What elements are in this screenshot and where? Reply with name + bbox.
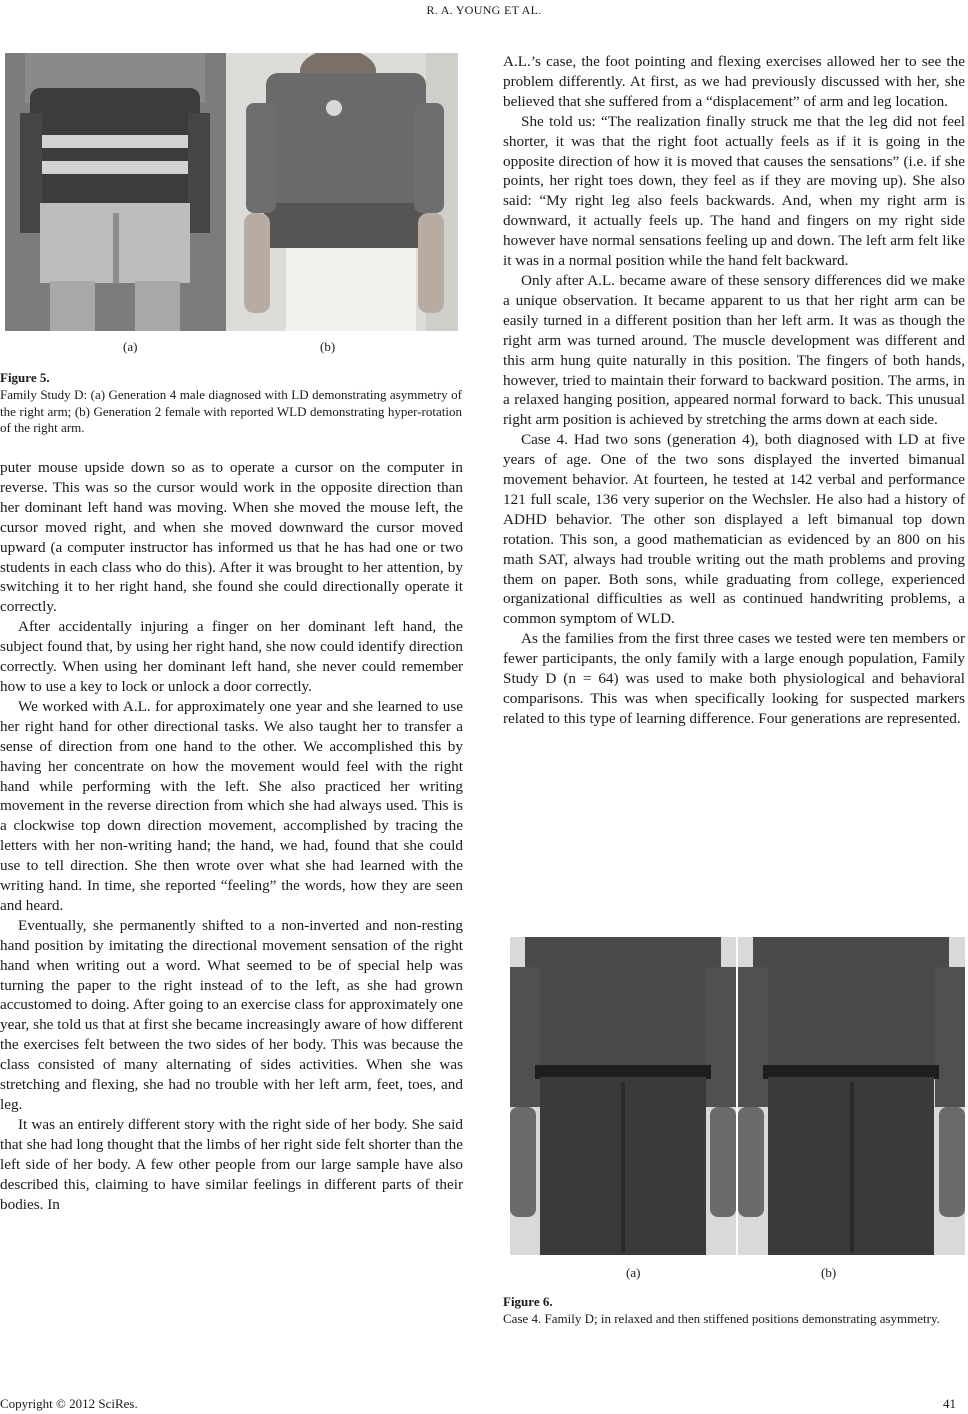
figure6-photo-a xyxy=(510,937,736,1255)
paragraph: puter mouse upside down so as to operate a cursor on the computer in reverse. This was so the cursor would work in the opposite direction than her dominant left hand was moving. When she moved the mouse left, the cursor moved right, and when she moved downward the cursor moved upward (a computer instructor has informed us that he has had one or two students in each class who do this). After it was brought to her attention, by switching it to her right hand, she found she could directionally operate it correctly. xyxy=(0,459,463,616)
figure5-photo-a xyxy=(5,53,226,331)
running-head: R. A. YOUNG ET AL. xyxy=(426,3,542,17)
paragraph: Only after A.L. became aware of these sensory differences did we make a unique observation. It became apparent to us that her right arm can be easily turned in a different position than her left arm. It was as though the right arm was turned around. The muscle development was different and this arm hung quite naturally in this position. The fingers of both hands, however, tried to maintain their forward to backward position. The arms, in a relaxed hanging position, appeared normal forward to back. This unusual right arm position is achieved by stretching the arms down at each side. xyxy=(503,271,965,429)
figure6-sublabel-b: (b) xyxy=(821,1265,837,1280)
paragraph: After accidentally injuring a finger on her dominant left hand, the subject found that, by using her right hand, she now could identify direction correctly. When using her dominant left hand, she never could remember how to use a key to lock or unlock a door correctly. xyxy=(0,618,463,695)
paragraph: Eventually, she permanently shifted to a non-inverted and non-resting hand position by imitating the directional movement sensation of the right hand when writing out a word. What seemed to be of special help was turning the paper to the right instead of to the left, as she had grown accustomed to doing. After going to an exercise class for approximately one year, she told us that at first she became increasingly aware of how different the exercises felt between the two sides of her body. This was because the class consisted of many alternating of sides activities. When she was stretching and flexing, she had no trouble with her left arm, feet, toes, and leg. xyxy=(0,916,463,1113)
paragraph: It was an entirely different story with the right side of her body. She said that she had long thought that the limbs of her right side felt shorter than the left side of her body. A few other people from our large sample have also described this, claiming to have similar feelings in different parts of their bodies. In xyxy=(0,1115,463,1213)
paragraph: A.L.’s case, the foot pointing and flexing exercises allowed her to see the problem differently. At first, as we had previously discussed with her, she believed that she suffered from a “displacement” of arm and leg location. xyxy=(503,53,965,110)
figure5-sublabel-a: (a) xyxy=(123,339,138,354)
figure5-photo-b xyxy=(226,53,458,331)
paragraph: She told us: “The realization finally struck me that the leg did not feel shorter, it was that the right foot actually feels as if it is going in the opposite direction of how it is moved that causes the sensations” (i.e. if she points, her right toes down, they feel as if they are moving up). She also said: “My right leg also feels backwards. And, when my right arm is downward, it actually feels up. The hand and fingers on my right side however have normal sensations feeling up and down. The left arm felt like it was in a normal position while the hand felt backward. xyxy=(503,112,965,270)
figure6-caption: Case 4. Family D; in relaxed and then stiffened positions demonstrating asymmetry. xyxy=(503,1311,940,1326)
left-column-text xyxy=(0,458,463,1214)
right-column-text xyxy=(503,52,965,729)
footer-copyright: Copyright © 2012 SciRes. xyxy=(0,1396,138,1411)
figure5-title: Figure 5. xyxy=(0,370,50,385)
paragraph: Case 4. Had two sons (generation 4), both diagnosed with LD at five years of age. One of the two sons displayed the inverted bimanual movement behavior. At fourteen, he tested at 142 verbal and performance 121 full scale, 136 very superior on the Wechsler. He also had a history of ADHD behavior. The other son displayed a left bimanual top down rotation. This son, a good mathematician as evidenced by an 800 on his math SAT, always had trouble writing out the math problems and proving them on paper. Both sons, while graduating from college, experienced organizational difficulties as well as continued handwriting problems, a common symptom of WLD. xyxy=(503,431,965,628)
paragraph: As the families from the first three cases we tested were ten members or fewer participants, the only family with a large enough population, Family Study D (n = 64) was used to make both physiological and behavioral comparisons. This was when specifically looking for suspected markers related to this type of learning difference. Four generations are represented. xyxy=(503,630,965,727)
page-number: 41 xyxy=(943,1396,956,1411)
paragraph: We worked with A.L. for approximately one year and she learned to use her right hand for other directional tasks. We also taught her to transfer a sense of direction from one hand to the other. We accomplished this by having her concentrate on how the movement would feel with the right hand while performing with the left. She also practiced her writing movement in the reverse direction from which she had always used. This is a clockwise top down direction movement, accomplished by tracing the letters with her non-writing hand; the hand, we had, found that she could use to tell direction. She then wrote over what she had learned with the writing hand. In time, she reported “feeling” the words, how they are seen and heard. xyxy=(0,697,463,914)
figure5-caption: Family Study D: (a) Generation 4 male diagnosed with LD demonstrating asymmetry of the right arm; (b) Generation 2 female with reported WLD demonstrating hyper-rotation of the right arm. xyxy=(0,387,462,435)
figure6-photo-b xyxy=(738,937,965,1255)
figure6-sublabel-a: (a) xyxy=(626,1265,641,1280)
figure6-title: Figure 6. xyxy=(503,1294,553,1309)
figure5-sublabel-b: (b) xyxy=(320,339,336,354)
